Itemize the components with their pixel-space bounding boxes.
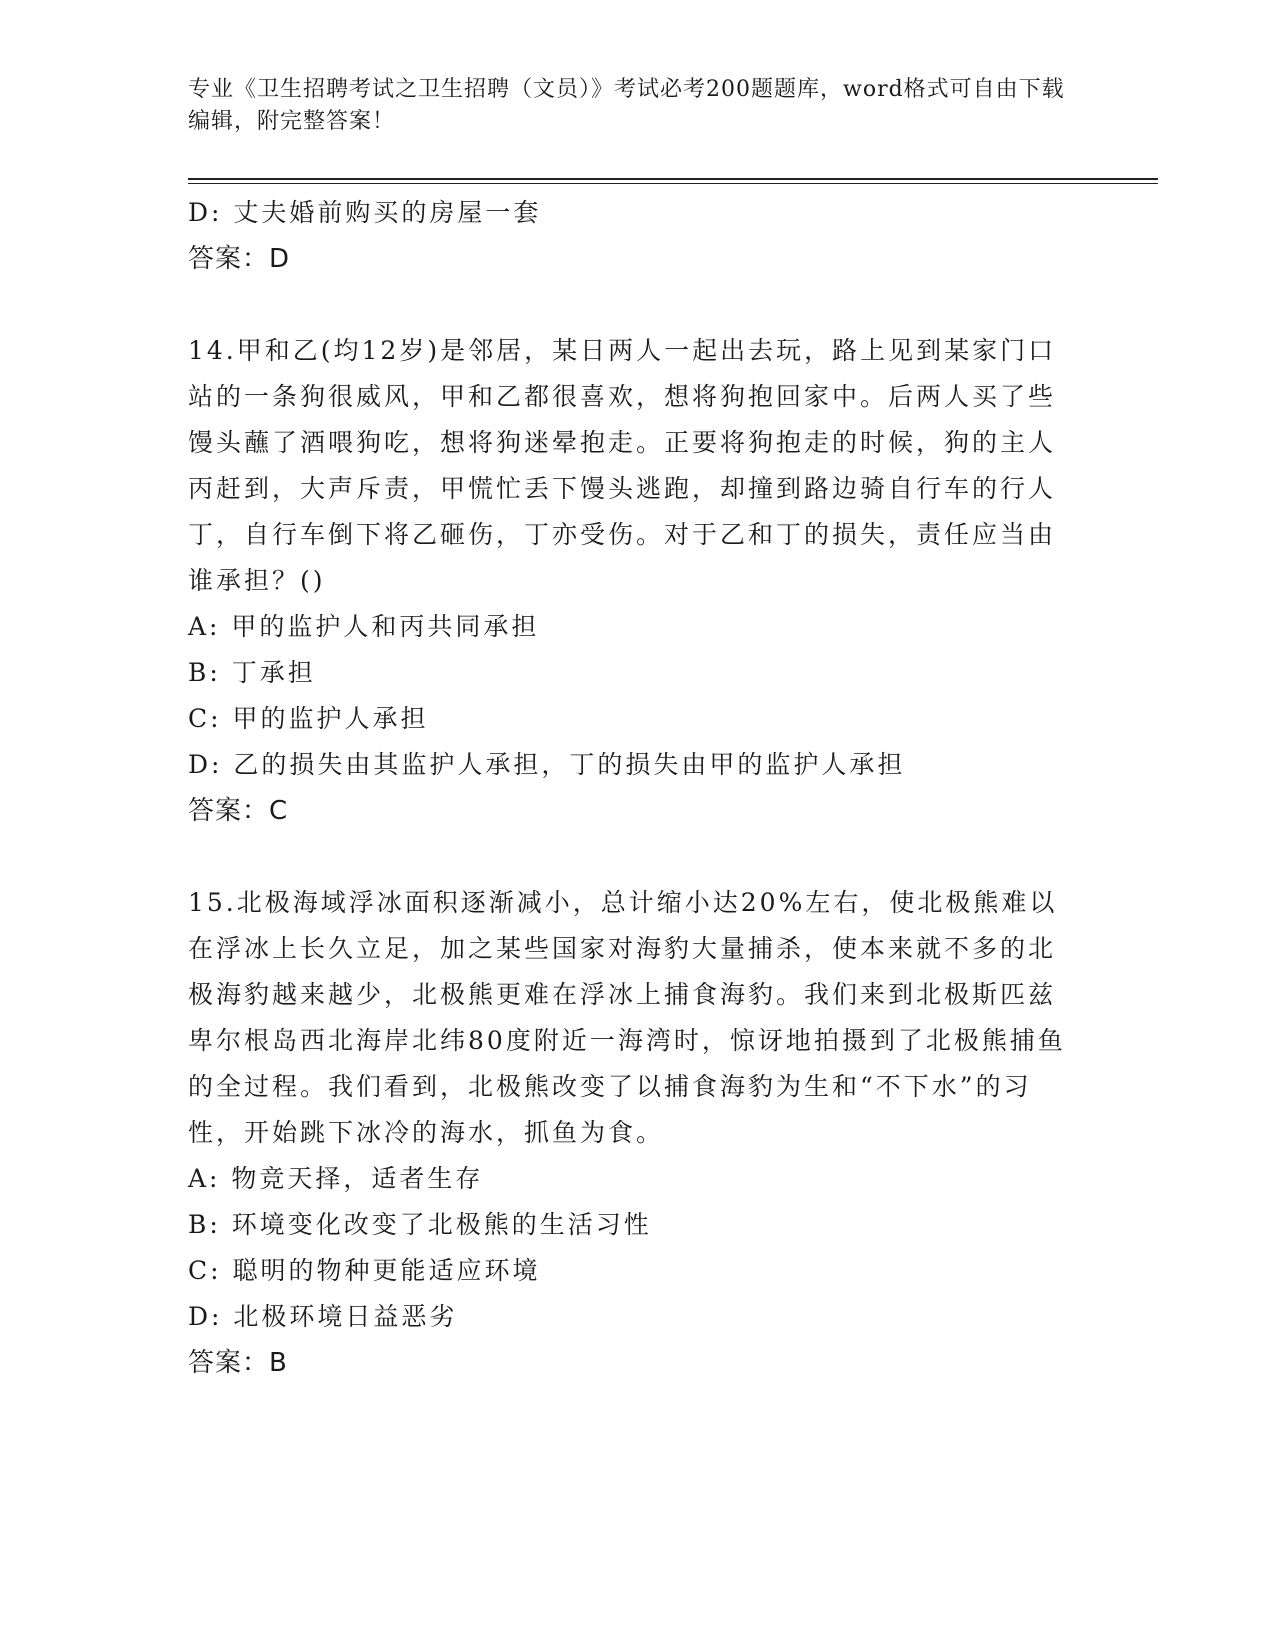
question-14: [188, 328, 1078, 834]
header-divider-thin: [188, 183, 1158, 184]
option-b: B: 环境变化改变了北极熊的生活习性: [188, 1210, 652, 1239]
option-a: A: 物竞天择，适者生存: [188, 1164, 484, 1193]
question-text: 14.甲和乙(均12岁)是邻居，某日两人一起出去玩，路上见到某家门口站的一条狗很威风，甲和乙都很喜欢，想将狗抱回家中。后两人买了些馒头蘸了酒喂狗吃，想将狗迷晕抱走。正要将狗抱走的时候，狗的主人丙赶到，大声斥责，甲慌忙丢下馒头逃跑，却撞到路边骑自行车的行人丁，自行车倒下将乙砸伤，丁亦受伤。对于乙和丁的损失，责任应当由谁承担？(): [188, 336, 1057, 595]
option-d: D: 北极环境日益恶劣: [188, 1302, 458, 1331]
answer-label: 答案：C: [188, 796, 289, 826]
answer-label: 答案：B: [188, 1348, 288, 1378]
option-d: D: 丈夫婚前购买的房屋一套: [188, 198, 542, 227]
option-c: C: 甲的监护人承担: [188, 704, 429, 733]
option-d: D: 乙的损失由其监护人承担，丁的损失由甲的监护人承担: [188, 750, 906, 779]
option-b: B: 丁承担: [188, 658, 316, 687]
question-15: [188, 880, 1078, 1386]
option-c: C: 聪明的物种更能适应环境: [188, 1256, 541, 1285]
option-a: A: 甲的监护人和丙共同承担: [188, 612, 540, 641]
page-header: 专业《卫生招聘考试之卫生招聘（文员）》考试必考200题题库，word格式可自由下载编辑，附完整答案！: [188, 77, 1065, 134]
document-body: [188, 190, 1078, 1386]
header-divider: [188, 178, 1158, 180]
answer-label: 答案：D: [188, 244, 291, 274]
question-text: 15.北极海域浮冰面积逐渐减小，总计缩小达20%左右，使北极熊难以在浮冰上长久立足，加之某些国家对海豹大量捕杀，使本来就不多的北极海豹越来越少，北极熊更难在浮冰上捕食海豹。我们来到北极斯匹兹卑尔根岛西北海岸北纬80度附近一海湾时，惊讶地拍摄到了北极熊捕鱼的全过程。我们看到，北极熊改变了以捕食海豹为生和“不下水”的习性，开始跳下冰冷的海水，抓鱼为食。: [188, 888, 1066, 1147]
